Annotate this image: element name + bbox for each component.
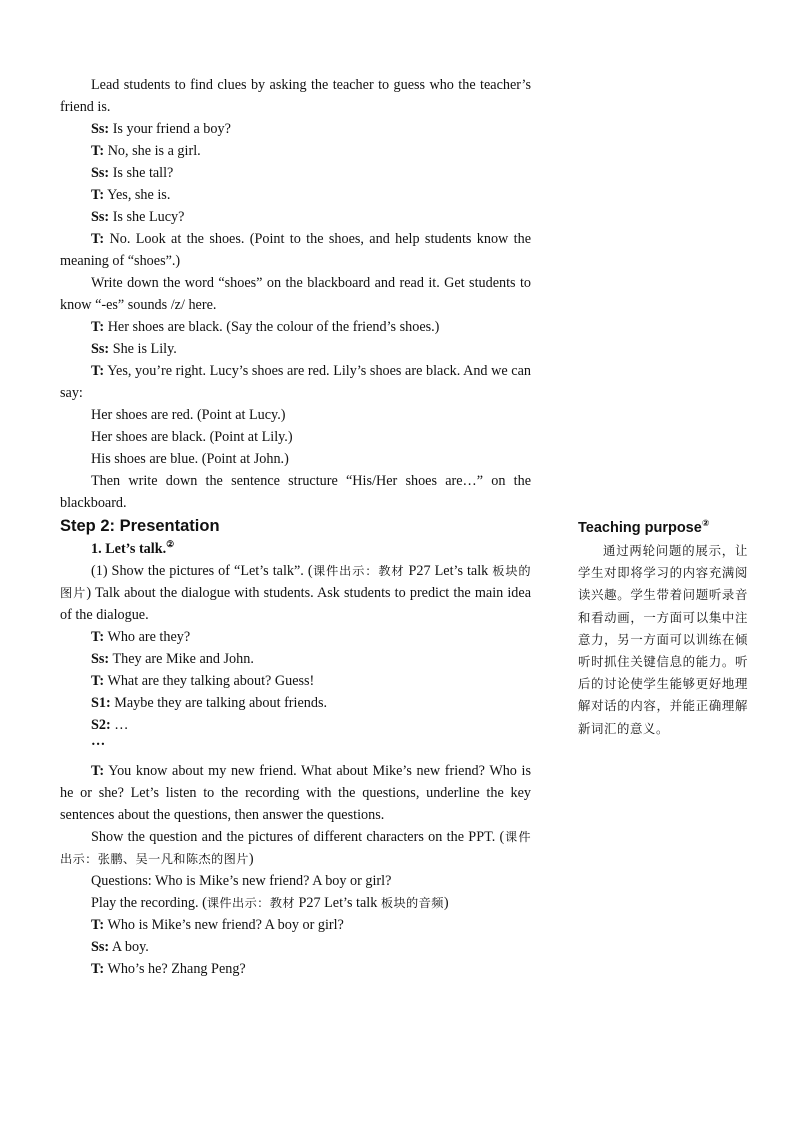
text-part: (1) Show the pictures of “Let’s talk”. ( (91, 563, 313, 579)
line-text: Her shoes are black. (Say the colour of the friend’s shoes.) (107, 319, 440, 335)
dialogue-line (60, 692, 531, 714)
text-part: Show the question and the pictures of different characters on the PPT. ( (91, 829, 505, 845)
dialogue-line (60, 626, 531, 648)
text-part-cn: 板块的图片 (60, 564, 532, 600)
speaker-label: S2: (91, 717, 111, 733)
speaker-label: S1: (91, 695, 111, 711)
speaker-label: T: (91, 673, 105, 689)
line-text: Maybe they are talking about friends. (114, 695, 328, 711)
text-part: ) Talk about the dialogue with students. Ask students to predict the main idea of the dialogue. (60, 585, 531, 623)
lets-talk-subheading (60, 538, 531, 560)
text-part: ) (248, 851, 254, 867)
speaker-label: T: (91, 629, 105, 645)
speaker-label: Ss: (91, 341, 110, 357)
line-text: No, she is a girl. (107, 143, 201, 159)
write-shoes-paragraph: Write down the word “shoes” on the blackboard and read it. Get students to know “-es” sounds /z/ here. (60, 275, 531, 313)
show-pictures-paragraph (60, 560, 531, 626)
teaching-purpose-sidebar (578, 518, 748, 740)
questions-line: Questions: Who is Mike’s new friend? A boy or girl? (91, 873, 392, 889)
speaker-label: T: (91, 917, 105, 933)
speaker-label: Ss: (91, 209, 110, 225)
sidebar-title-text: Teaching purpose (578, 520, 702, 536)
dialogue-line (60, 670, 531, 692)
text-part-cn: 课件出示：张鹏、吴一凡和陈杰的图片 (60, 830, 531, 866)
speaker-label: Ss: (91, 939, 110, 955)
text-part: P27 Let’s talk (404, 563, 493, 579)
line-text: Yes, she is. (107, 187, 171, 203)
dialogue-line (60, 648, 531, 670)
dialogue-line (60, 914, 531, 936)
ellipsis: … (91, 733, 106, 749)
text-part-cn: 课件出示：教材 (206, 896, 295, 910)
speaker-label: Ss: (91, 121, 110, 137)
text-part-cn: 板块的音频 (380, 896, 444, 910)
line-text: Is she tall? (112, 165, 174, 181)
speaker-label: T: (91, 961, 105, 977)
dialogue-line (60, 140, 531, 162)
line-text: What are they talking about? Guess! (107, 673, 315, 689)
footnote-mark: ② (701, 518, 710, 528)
line-text: Yes, you’re right. Lucy’s shoes are red. Lily’s shoes are black. And we can say: (60, 363, 531, 401)
dialogue-line (60, 228, 531, 272)
line-text: Who’s he? Zhang Peng? (107, 961, 246, 977)
dialogue-line (60, 316, 531, 338)
dialogue-line (60, 184, 531, 206)
dialogue-line (60, 760, 531, 826)
line-text: No. Look at the shoes. (Point to the shoes, and help students know the meaning of “shoes”.) (60, 231, 531, 269)
dialogue-line (60, 958, 531, 980)
line-text: Is she Lucy? (112, 209, 185, 225)
line-text: Is your friend a boy? (112, 121, 231, 137)
line-text: Who is Mike’s new friend? A boy or girl? (107, 917, 344, 933)
example-sentence: His shoes are blue. (Point at John.) (91, 451, 289, 467)
dialogue-line (60, 162, 531, 184)
line-text: They are Mike and John. (112, 651, 254, 667)
text-part: P27 Let’s talk (294, 895, 381, 911)
example-sentence: Her shoes are red. (Point at Lucy.) (91, 407, 286, 423)
example-sentence: Her shoes are black. (Point at Lily.) (91, 429, 293, 445)
text-part: Play the recording. ( (91, 895, 207, 911)
line-text: Who are they? (107, 629, 191, 645)
line-text: … (114, 717, 129, 733)
line-text: You know about my new friend. What about Mike’s new friend? Who is he or she? Let’s listen to the recording with the questions, underline the key sentences about the questions, then answer the questions. (60, 763, 531, 823)
speaker-label: T: (91, 763, 105, 779)
lesson-plan-body (60, 74, 531, 980)
dialogue-line (60, 338, 531, 360)
speaker-label: Ss: (91, 165, 110, 181)
speaker-label: T: (91, 319, 105, 335)
dialogue-line (60, 360, 531, 404)
text-part-cn: 课件出示：教材 (312, 564, 405, 578)
show-question-paragraph (60, 826, 531, 870)
speaker-label: T: (91, 231, 105, 247)
footnote-mark: ② (166, 539, 175, 549)
sidebar-note: 通过两轮问题的展示，让学生对即将学习的内容充满阅读兴趣。学生带着问题听录音和看动画，一方面可以集中注意力，另一方面可以训练在倾听时抓住关键信息的能力。听后的讨论使学生能够更好地理解对话的内容，并能正确理解新词汇的意义。 (578, 543, 748, 736)
speaker-label: T: (91, 143, 105, 159)
dialogue-line (60, 936, 531, 958)
dialogue-line (60, 118, 531, 140)
play-recording-line (60, 892, 531, 914)
subheading-text: 1. Let’s talk. (91, 541, 167, 557)
speaker-label: Ss: (91, 651, 110, 667)
structure-note: Then write down the sentence structure “His/Her shoes are…” on the blackboard. (60, 473, 531, 511)
line-text: A boy. (111, 939, 149, 955)
lead-paragraph: Lead students to find clues by asking the teacher to guess who the teacher’s friend is. (60, 77, 531, 115)
speaker-label: T: (91, 363, 105, 379)
dialogue-line (60, 206, 531, 228)
speaker-label: T: (91, 187, 105, 203)
step-2-heading: Step 2: Presentation (60, 517, 220, 535)
line-text: She is Lily. (112, 341, 177, 357)
ellipsis-line (60, 730, 531, 752)
text-part: ) (443, 895, 449, 911)
sidebar-title (578, 518, 748, 538)
